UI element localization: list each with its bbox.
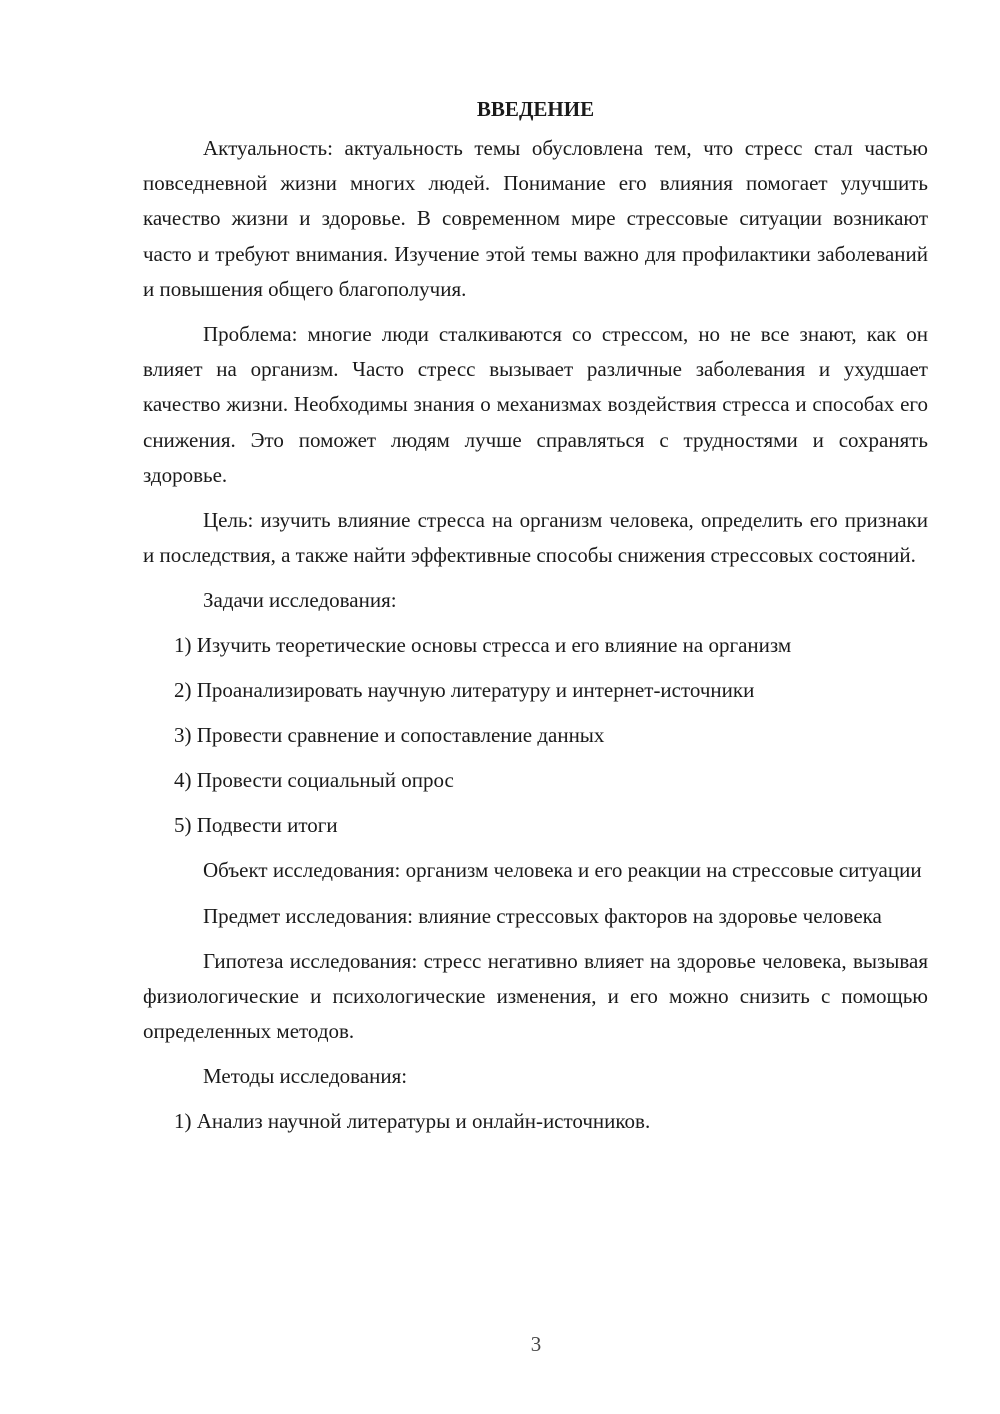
task-item: 5) Подвести итоги [174,813,338,838]
section-title: ВВЕДЕНИЕ [476,97,595,121]
task-item: 2) Проанализировать научную литературу и интернет-источники [174,678,755,703]
relevance-paragraph: Актуальность: актуальность темы обусловлена тем, что стресс стал частью повседневной жизни многих людей. Понимание его влияния помогает улучшить качество жизни и здоровье. В современном мире стрессовые ситуации возникают часто и требуют внимания. Изучение этой темы важно для профилактики заболеваний и повышения общего благополучия. [143,136,928,301]
goal-paragraph: Цель: изучить влияние стресса на организм человека, определить его признаки и последствия, а также найти эффективные способы снижения стрессовых состояний. [143,508,928,568]
page-number: 3 [530,1332,542,1356]
task-item: 4) Провести социальный опрос [174,768,454,793]
object-paragraph: Объект исследования: организм человека и его реакции на стрессовые ситуации [203,858,922,883]
task-item: 1) Изучить теоретические основы стресса и его влияние на организм [174,633,792,658]
document-page [143,92,928,1149]
subject-paragraph: Предмет исследования: влияние стрессовых факторов на здоровье человека [203,903,882,928]
methods-heading: Методы исследования: [203,1064,408,1089]
method-item: 1) Анализ научной литературы и онлайн-источников. [174,1109,651,1134]
task-item: 3) Провести сравнение и сопоставление данных [174,723,605,748]
tasks-heading: Задачи исследования: [203,588,397,613]
problem-paragraph: Проблема: многие люди сталкиваются со стрессом, но не все знают, как он влияет на организм. Часто стресс вызывает различные заболевания и ухудшает качество жизни. Необходимы знания о механизмах воздействия стресса и способах его снижения. Это поможет людям лучше справляться с трудностями и сохранять здоровье. [143,322,928,487]
hypothesis-paragraph: Гипотеза исследования: стресс негативно влияет на здоровье человека, вызывая физиологические и психологические изменения, и его можно снизить с помощью определенных методов. [143,948,928,1044]
